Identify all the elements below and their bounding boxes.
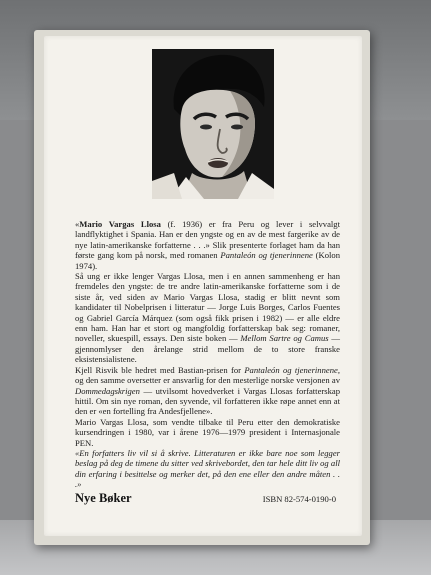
blurb-paragraph-2: Så ung er ikke lenger Vargas Llosa, men i en annen sammenheng er han fremdeles den yngste: de tre andre latin-amerikanske forfatterne som i de siste år, ved siden av Mario Vargas Llosa, stadig er blitt nevnt som kandidater til Nobelprisen i litteratur — Jorge Luis Borges, Carlos Fuentes og Gabriel García Márquez (som også fikk prisen i 1982) — er alle eldre enn ham. Han har et stort og mangfoldig forfatterskap bak seg: romaner, noveller, skuespill, essays. Den siste boken — Mellom Sartre og Camus — gjennomlyser den årelange strid mellom de to store franske eksistensialistene. xyxy=(75,271,340,365)
book-title-mellom-sartre: Mellom Sartre og Camus xyxy=(240,333,329,344)
blurb-text xyxy=(75,219,340,490)
blurb-paragraph-4: Mario Vargas Llosa, som vendte tilbake til Peru etter den demokratiske kursendringen i 1980, var i årene 1976—1979 president i Internasjonale PEN. xyxy=(75,416,340,448)
book-title-pantaleon: Pantaleón og tjenerinnene xyxy=(220,250,313,261)
book-title-dommedagskrigen: Dommedagskrigen xyxy=(75,385,140,396)
publisher-name: Nye Bøker xyxy=(75,491,132,505)
blurb-paragraph-3: Kjell Risvik ble hedret med Bastian-prisen for Pantaleón og tjenerinnene, og den samme oversetter er ansvarlig for den mesterlige norske versjonen av Dommedagskrigen — utvilsomt hovedverket i Vargas Llosas forfatterskap hittil. Om sin nye roman, den syvende, vil forfatteren ikke røpe annet enn at den er «en fortelling fra Andesfjellene». xyxy=(75,364,340,417)
book-title-pantaleon-2: Pantaleón og tjenerinnene xyxy=(244,364,338,375)
isbn-number: ISBN 82-574-0190-0 xyxy=(262,494,336,504)
blurb-paragraph-1: «Mario Vargas Llosa (f. 1936) er fra Peru og lever i selvvalgt landflyktighet i Spania. Han er den yngste og en av de mest fargerike av de nye latin-amerikanske forfatterne . . .» Slik presenterte forlaget ham da han første gang kom på norsk, med romanen Pantaleón og tjenerinnene (Kolon 1974). xyxy=(75,219,341,271)
author-quote: «En forfatters liv vil si å skrive. Litteraturen er ikke bare noe som legger beslag på deg de timene du sitter ved skrivebordet, den tar hele ditt liv og all din erfaring i besittelse og merker det, på den ene eller den andre måten . . .» xyxy=(75,447,340,490)
author-name: Mario Vargas Llosa xyxy=(79,219,161,229)
author-portrait-image xyxy=(152,49,274,199)
book-back-cover xyxy=(44,36,362,536)
author-photo xyxy=(152,49,274,199)
